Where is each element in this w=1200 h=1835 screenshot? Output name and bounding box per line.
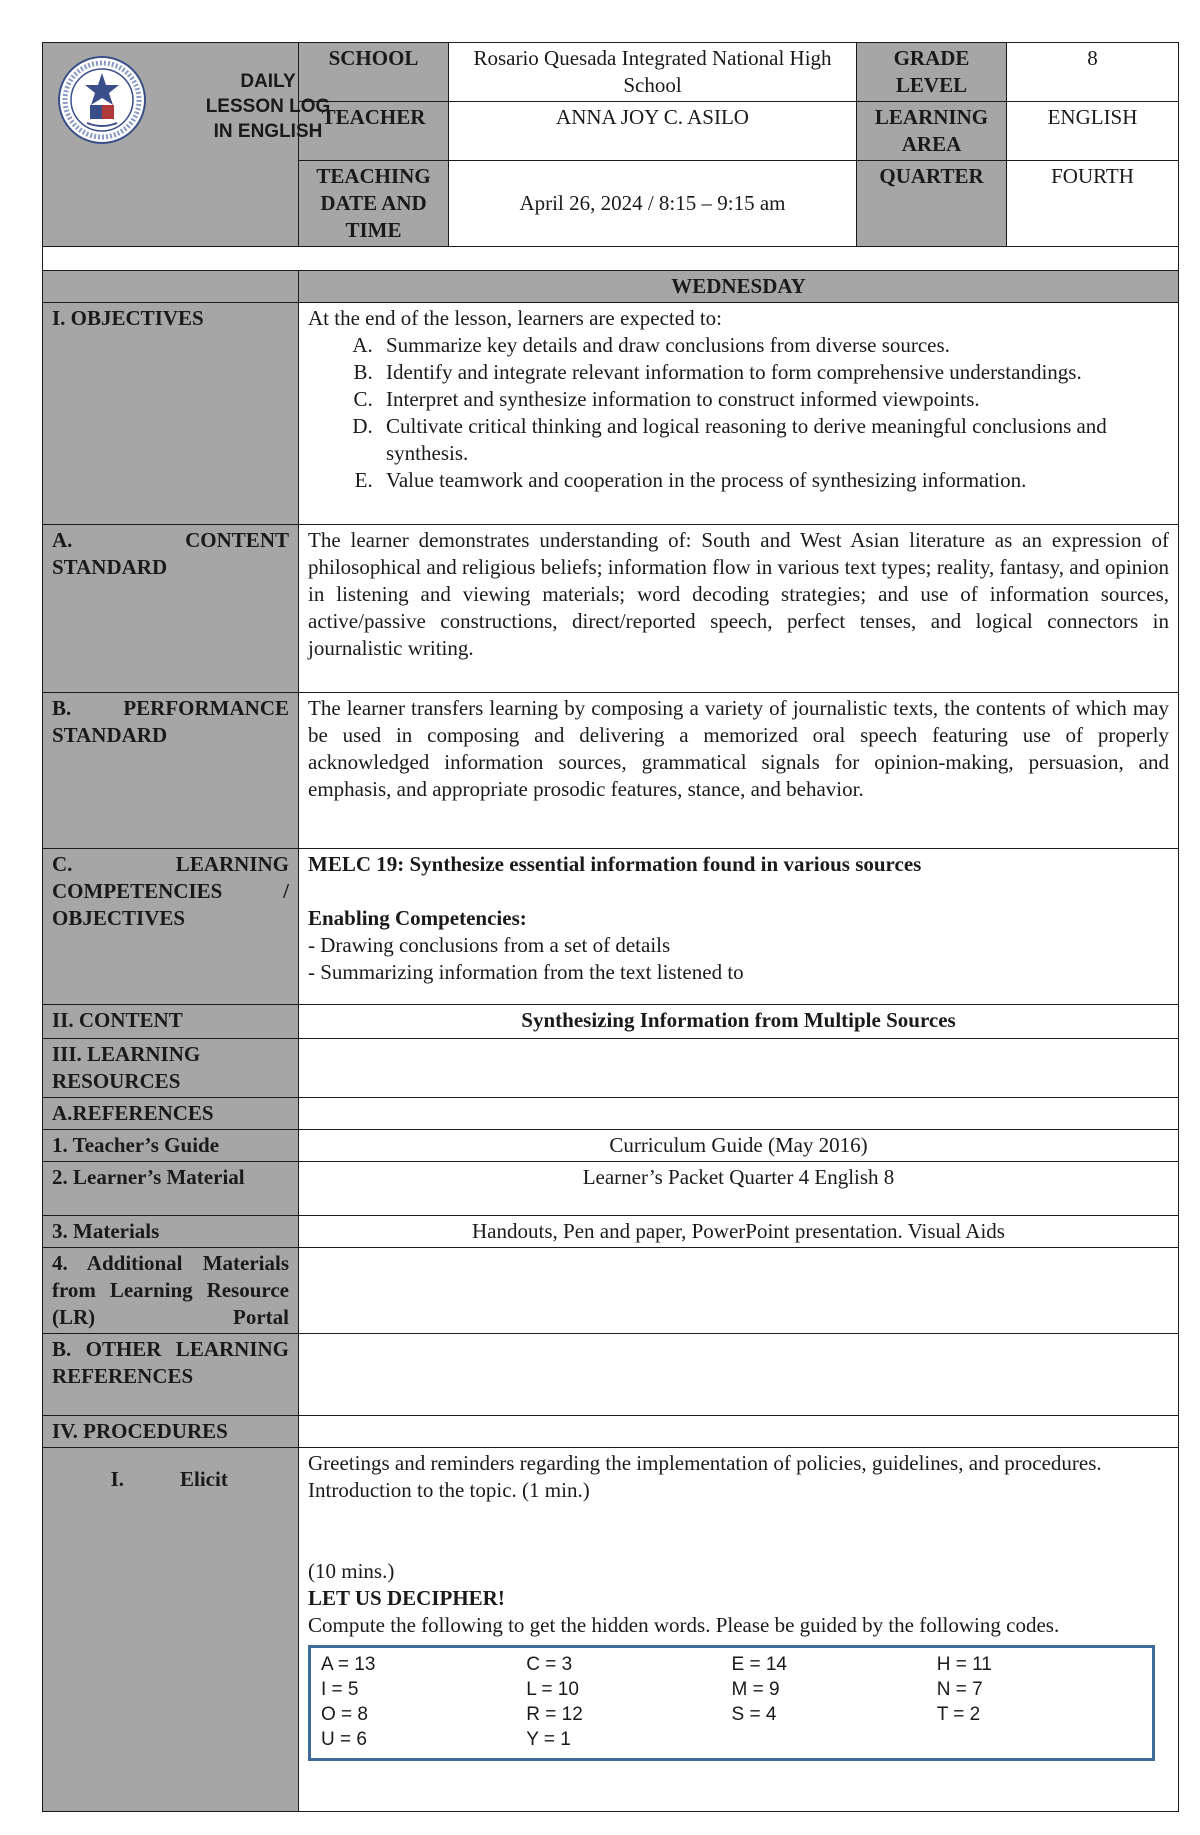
blank-line bbox=[308, 1531, 1169, 1558]
elicit-label-cell bbox=[43, 1448, 299, 1812]
melc-text: MELC 19: Synthesize essential information found in various sources bbox=[308, 852, 922, 876]
teachers-guide-label: 1. Teacher’s Guide bbox=[43, 1130, 299, 1162]
code-item: L = 10 bbox=[526, 1679, 579, 1700]
references-label: A.REFERENCES bbox=[43, 1098, 299, 1130]
elicit-label: Elicit bbox=[180, 1467, 228, 1491]
teaching-date-value: April 26, 2024 / 8:15 – 9:15 am bbox=[449, 161, 857, 247]
quarter-label: QUARTER bbox=[857, 161, 1007, 247]
code-item: Y = 1 bbox=[526, 1729, 571, 1750]
activity-time: (10 mins.) bbox=[308, 1559, 395, 1583]
greetings-text: Greetings and reminders regarding the implementation of policies, guidelines, and procedures. bbox=[308, 1451, 1102, 1475]
lesson-log-table bbox=[42, 42, 1179, 1812]
materials-label: 3. Materials bbox=[43, 1216, 299, 1248]
enabling-item: - Drawing conclusions from a set of details bbox=[308, 933, 671, 957]
learning-resources-label: III. LEARNING RESOURCES bbox=[43, 1039, 299, 1098]
quarter-value: FOURTH bbox=[1007, 161, 1179, 247]
objective-item: D. Cultivate critical thinking and logical reasoning to derive meaningful conclusions and synthesis. bbox=[378, 413, 1169, 467]
code-item: I = 5 bbox=[321, 1679, 359, 1700]
school-label: SCHOOL bbox=[299, 43, 449, 102]
elicit-content bbox=[299, 1448, 1179, 1812]
title-line-2: LESSON LOG bbox=[205, 96, 331, 117]
decipher-codes-box bbox=[308, 1645, 1155, 1761]
activity-title: LET US DECIPHER! bbox=[308, 1586, 505, 1610]
grade-level-label: GRADE LEVEL bbox=[857, 43, 1007, 102]
elicit-number: I. bbox=[110, 1467, 124, 1491]
content-label: II. CONTENT bbox=[43, 1005, 299, 1039]
competencies-content bbox=[299, 849, 1179, 1005]
school-value: Rosario Quesada Integrated National High School bbox=[449, 43, 857, 102]
competencies-label: C. LEARNING COMPETENCIES / OBJECTIVES bbox=[43, 849, 299, 1005]
code-item: C = 3 bbox=[526, 1654, 573, 1675]
objectives-list bbox=[308, 332, 1169, 494]
learning-area-value: ENGLISH bbox=[1007, 102, 1179, 161]
objective-item: B. Identify and integrate relevant information to form comprehensive understandings. bbox=[378, 359, 1169, 386]
teacher-label: TEACHER bbox=[299, 102, 449, 161]
procedures-label: IV. PROCEDURES bbox=[43, 1416, 299, 1448]
deped-seal-icon bbox=[57, 55, 147, 145]
content-value: Synthesizing Information from Multiple Sources bbox=[299, 1005, 1179, 1039]
materials-value: Handouts, Pen and paper, PowerPoint presentation. Visual Aids bbox=[299, 1216, 1179, 1248]
objectives-label: I. OBJECTIVES bbox=[43, 303, 299, 525]
content-standard-label: A. CONTENT STANDARD bbox=[43, 525, 299, 693]
teaching-date-label: TEACHING DATE AND TIME bbox=[299, 161, 449, 247]
code-item: O = 8 bbox=[321, 1704, 368, 1725]
day-label: WEDNESDAY bbox=[299, 271, 1179, 303]
content-standard-text: The learner demonstrates understanding of: South and West Asian literature as an expression of philosophical and religious beliefs; information flow in various text types; reality, fantasy, and opinion in listening and viewing materials; word decoding strategies; and use of information sources, active/passive constructions, direct/reported speech, perfect tenses, and logical connectors in journalistic writing. bbox=[299, 525, 1179, 693]
grade-level-value: 8 bbox=[1007, 43, 1179, 102]
other-references-label: B. OTHER LEARNING REFERENCES bbox=[43, 1334, 299, 1416]
blank-line bbox=[308, 878, 1169, 905]
other-references-value bbox=[299, 1334, 1179, 1416]
code-item: E = 14 bbox=[731, 1654, 787, 1675]
additional-materials-label: 4. Additional Materials from Learning Resource (LR) Portal bbox=[43, 1248, 299, 1334]
objectives-intro: At the end of the lesson, learners are expected to: bbox=[308, 306, 723, 330]
objectives-content bbox=[299, 303, 1179, 525]
code-item: H = 11 bbox=[936, 1654, 992, 1675]
blank-line bbox=[308, 1504, 1169, 1531]
objective-item: C. Interpret and synthesize information to construct informed viewpoints. bbox=[378, 386, 1169, 413]
code-item: N = 7 bbox=[936, 1679, 983, 1700]
learners-material-label: 2. Learner’s Material bbox=[43, 1162, 299, 1216]
spacer-row bbox=[43, 247, 1179, 271]
title-line-1: DAILY bbox=[240, 71, 296, 92]
learning-resources-value bbox=[299, 1039, 1179, 1098]
enabling-item: - Summarizing information from the text listened to bbox=[308, 960, 744, 984]
performance-standard-text: The learner transfers learning by composing a variety of journalistic texts, the contents of which may be used in composing and delivering a memorized oral speech featuring use of properly acknowledged information sources, grammatical signals for opinion-making, persuasion, and emphasis, and appropriate prosodic features, stance, and behavior. bbox=[299, 693, 1179, 849]
objective-item: E. Value teamwork and cooperation in the process of synthesizing information. bbox=[378, 467, 1169, 494]
teacher-value: ANNA JOY C. ASILO bbox=[449, 102, 857, 161]
code-item: A = 13 bbox=[321, 1654, 376, 1675]
code-item: U = 6 bbox=[321, 1729, 367, 1750]
procedures-value bbox=[299, 1416, 1179, 1448]
header-logo-cell bbox=[43, 43, 331, 247]
code-item: S = 4 bbox=[731, 1704, 777, 1725]
teachers-guide-value: Curriculum Guide (May 2016) bbox=[299, 1130, 1179, 1162]
performance-standard-label: B. PERFORMANCE STANDARD bbox=[43, 693, 299, 849]
references-value bbox=[299, 1098, 1179, 1130]
document-title bbox=[203, 69, 333, 144]
introduction-text: Introduction to the topic. (1 min.) bbox=[308, 1478, 590, 1502]
code-item: M = 9 bbox=[731, 1679, 780, 1700]
activity-instruction: Compute the following to get the hidden words. Please be guided by the following codes. bbox=[308, 1613, 1060, 1637]
code-item: R = 12 bbox=[526, 1704, 583, 1725]
day-row-blank bbox=[43, 271, 299, 303]
additional-materials-value bbox=[299, 1248, 1179, 1334]
learning-area-label: LEARNING AREA bbox=[857, 102, 1007, 161]
enabling-title: Enabling Competencies: bbox=[308, 906, 527, 930]
title-line-3: IN ENGLISH bbox=[213, 121, 323, 142]
code-item: T = 2 bbox=[936, 1704, 981, 1725]
objective-item: A. Summarize key details and draw conclusions from diverse sources. bbox=[378, 332, 1169, 359]
learners-material-value: Learner’s Packet Quarter 4 English 8 bbox=[299, 1162, 1179, 1216]
